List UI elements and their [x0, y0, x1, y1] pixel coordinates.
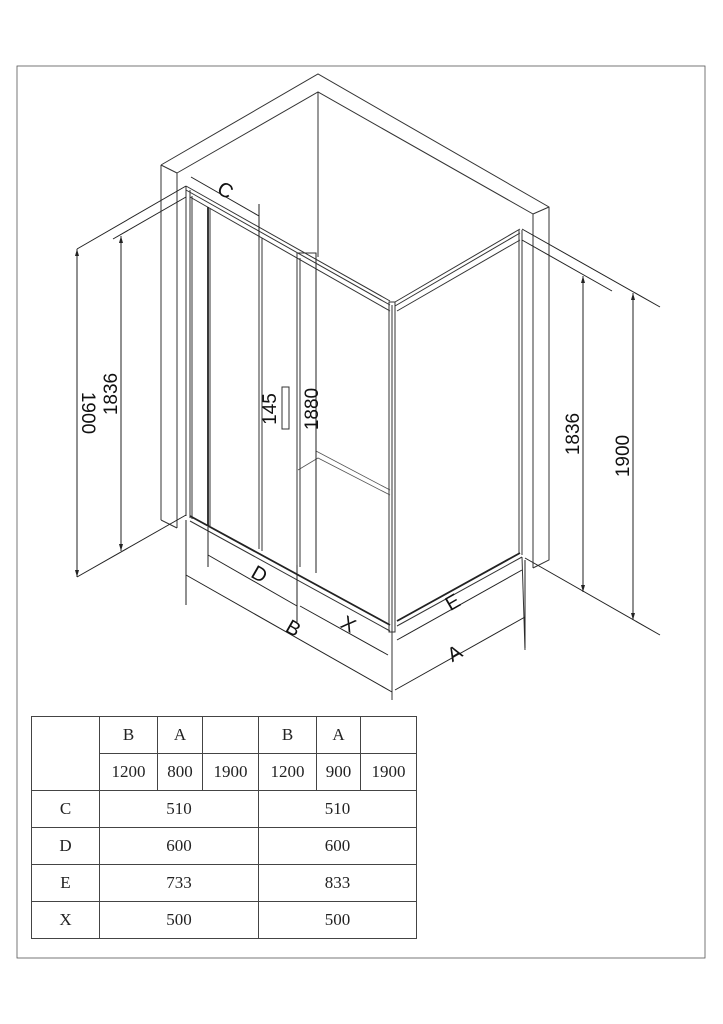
header-cell: 1900: [361, 754, 417, 791]
label-a: A: [443, 640, 467, 667]
row-value: 733: [100, 865, 259, 902]
dimension-bottom-left: [186, 520, 392, 692]
header-cell: A: [158, 717, 203, 754]
table-corner-cell: [32, 717, 100, 791]
dimension-right-heights: [522, 229, 660, 635]
sliding-door-panel: [186, 186, 390, 631]
header-cell: 1200: [100, 754, 158, 791]
row-label: E: [32, 865, 100, 902]
header-cell: [361, 717, 417, 754]
row-value: 833: [259, 865, 417, 902]
label-e: E: [441, 589, 465, 616]
row-value: 510: [100, 791, 259, 828]
dimension-left-heights: [75, 186, 186, 577]
table-row: [32, 865, 417, 902]
row-label: X: [32, 902, 100, 939]
row-value: 600: [259, 828, 417, 865]
label-d: D: [247, 561, 271, 588]
row-value: 600: [100, 828, 259, 865]
side-fixed-panel: [395, 229, 525, 650]
handle-145: 145: [260, 393, 281, 425]
dimension-door: [260, 253, 323, 573]
header-cell: 1900: [203, 754, 259, 791]
table-row: [32, 828, 417, 865]
header-cell: 900: [317, 754, 361, 791]
header-cell: 800: [158, 754, 203, 791]
row-value: 500: [100, 902, 259, 939]
height-1836-left: 1836: [101, 372, 122, 416]
header-cell: B: [100, 717, 158, 754]
table-row: [32, 902, 417, 939]
height-1836-right: 1836: [563, 412, 584, 456]
row-label: C: [32, 791, 100, 828]
row-value: 500: [259, 902, 417, 939]
header-cell: B: [259, 717, 317, 754]
row-value: 510: [259, 791, 417, 828]
height-1880: 1880: [302, 387, 323, 431]
dimension-bottom-right: [395, 560, 525, 690]
label-b: B: [281, 615, 305, 642]
room-walls: [161, 74, 549, 568]
door-handle: [282, 387, 289, 429]
height-1900-right: 1900: [613, 434, 634, 478]
height-1900-left: 1900: [77, 391, 98, 435]
row-label: D: [32, 828, 100, 865]
spec-table: [31, 716, 417, 939]
header-cell: [203, 717, 259, 754]
header-cell: A: [317, 717, 361, 754]
corner-post: [389, 302, 395, 700]
label-x: X: [336, 611, 360, 638]
table-row: [32, 791, 417, 828]
table-header-row-1: [32, 717, 417, 754]
header-cell: 1200: [259, 754, 317, 791]
label-c: C: [213, 177, 237, 204]
